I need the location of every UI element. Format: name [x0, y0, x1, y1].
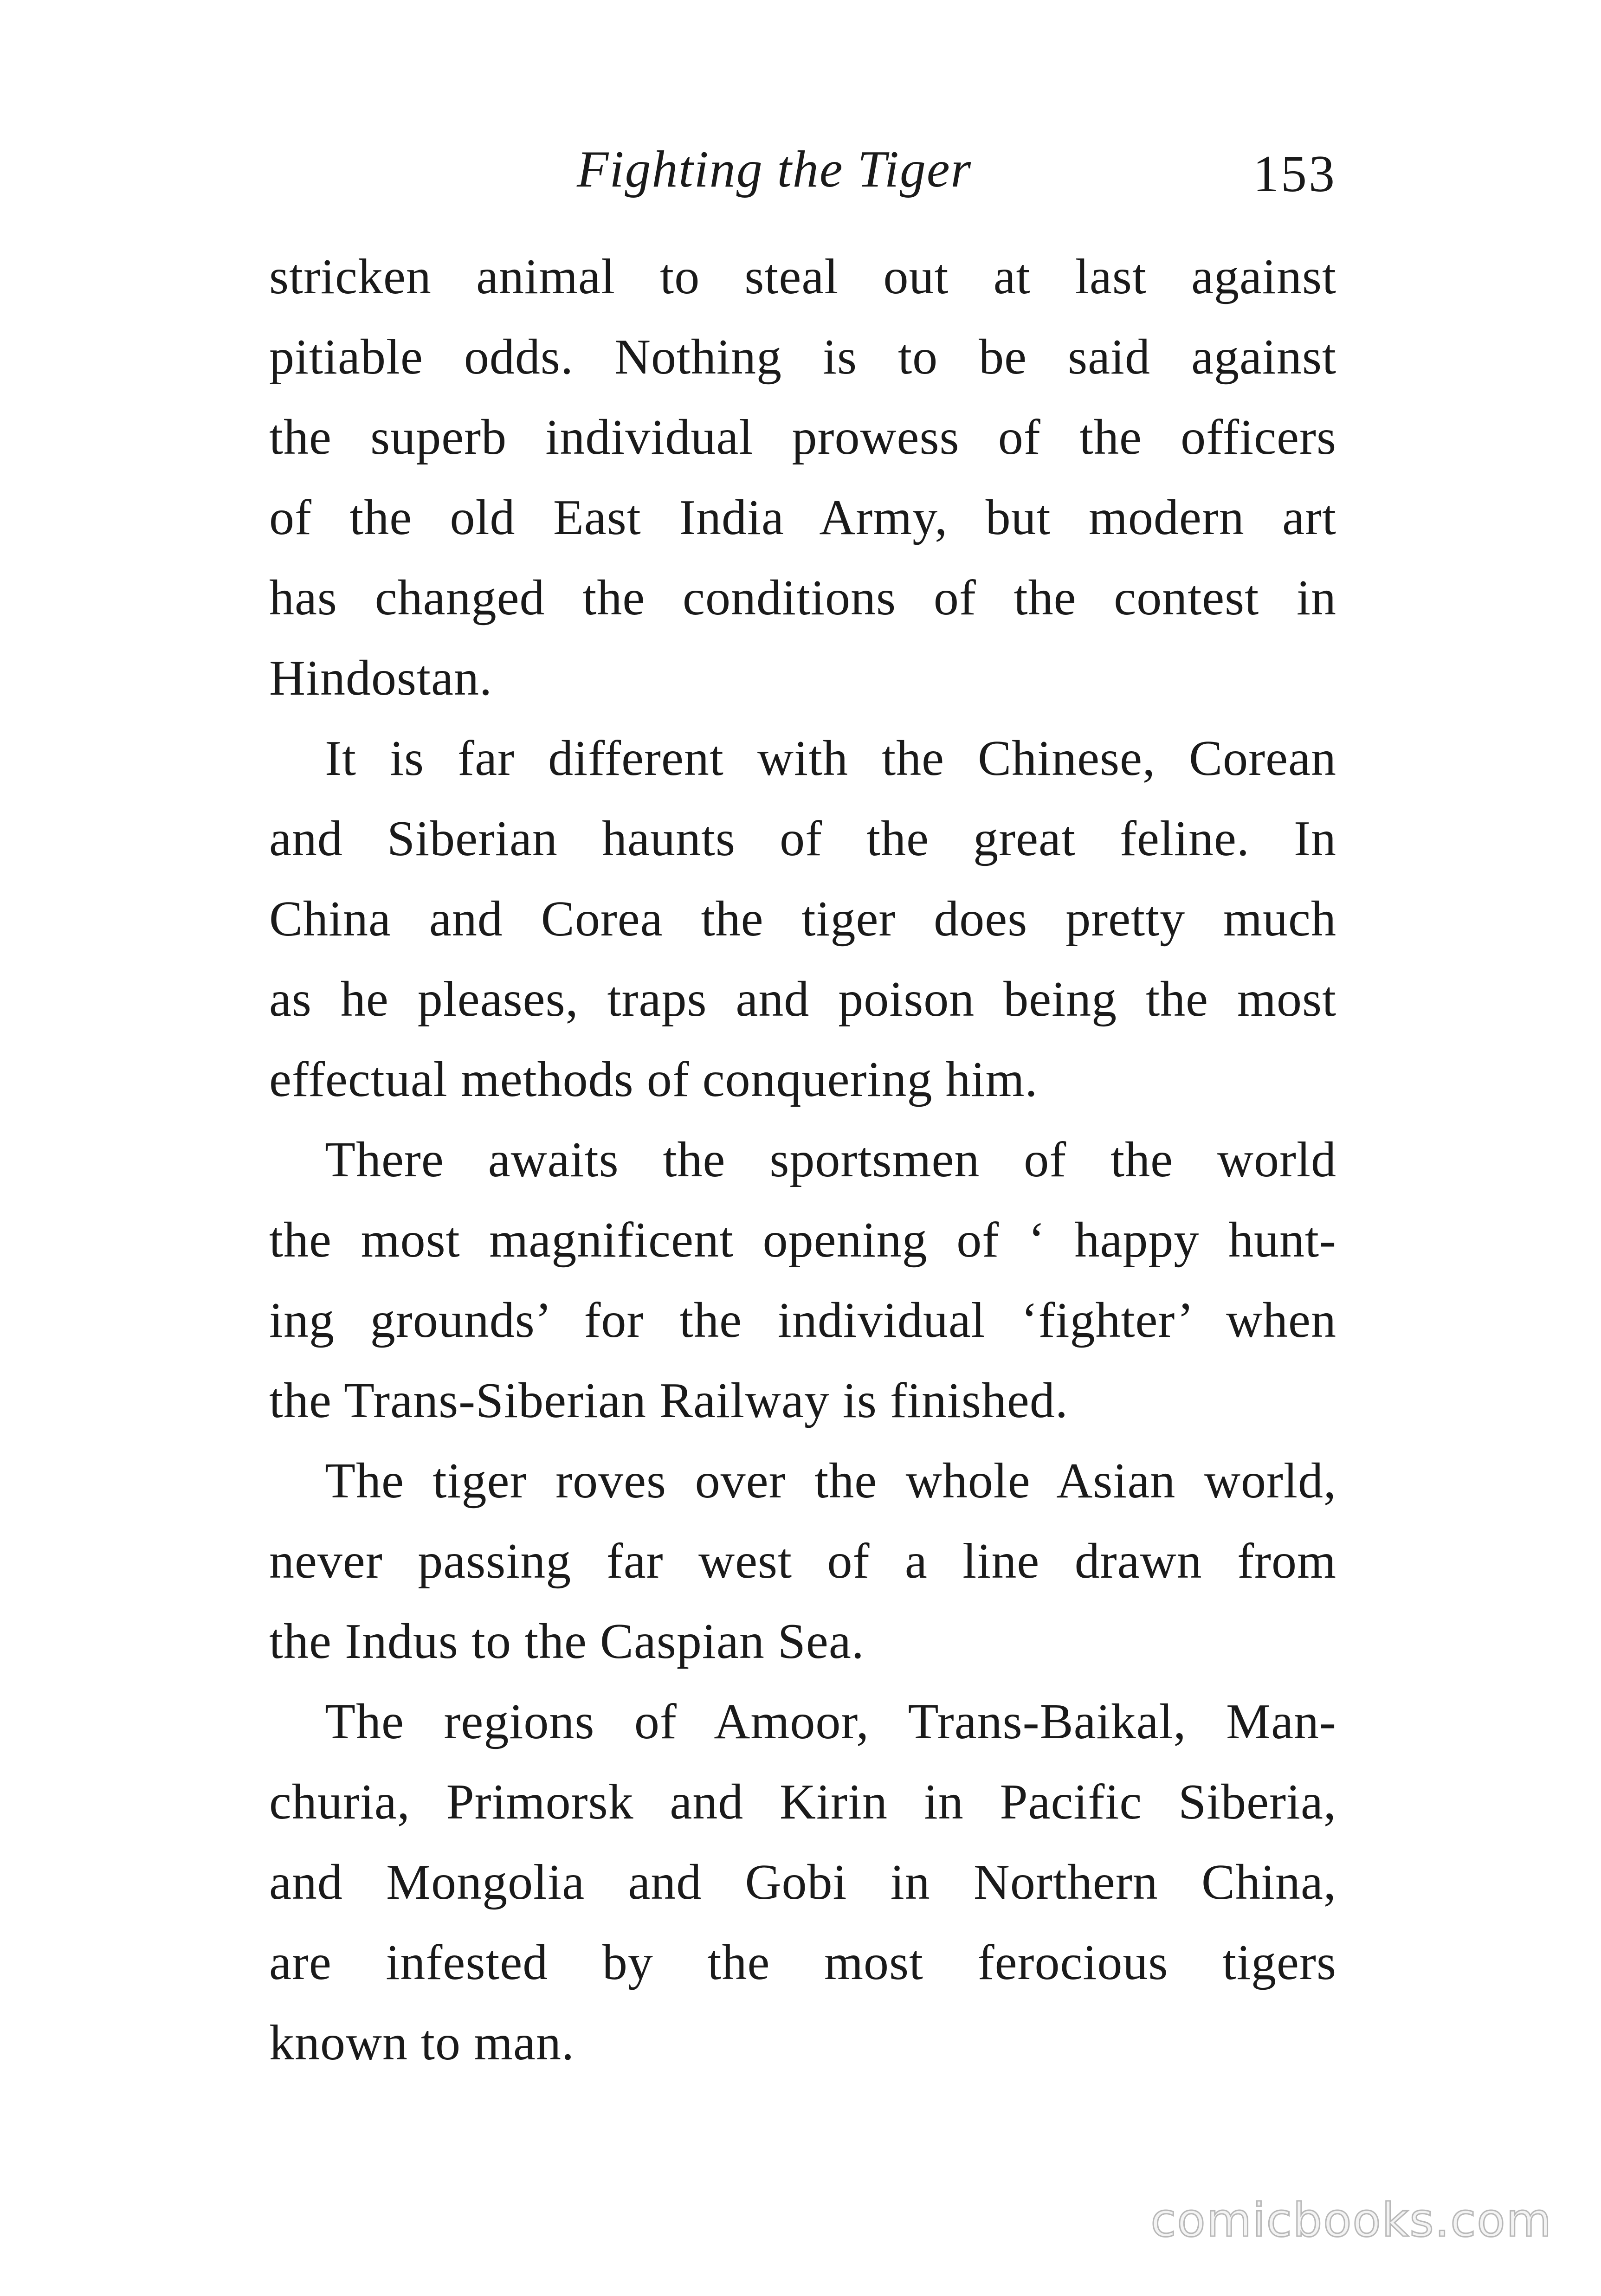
- text-line: China and Corea the tiger does pretty much: [269, 891, 1336, 947]
- text-line: of the old East India Army, but modern art: [269, 490, 1336, 545]
- running-title: Fighting the Tiger: [577, 141, 972, 198]
- text-line: has changed the conditions of the contest in: [269, 570, 1336, 626]
- text-line: Hindostan.: [269, 651, 492, 706]
- text-line: the superb individual prowess of the officers: [269, 410, 1336, 465]
- text-line: The regions of Amoor, Trans-Baikal, Man-: [325, 1694, 1336, 1749]
- text-line: ing grounds’ for the individual ‘fighter’ when: [269, 1293, 1336, 1348]
- body-text: [269, 237, 1336, 2083]
- text-line: as he pleases, traps and poison being the most: [269, 972, 1336, 1027]
- text-line: never passing far west of a line drawn from: [269, 1534, 1336, 1589]
- text-line: and Siberian haunts of the great feline. In: [269, 811, 1336, 866]
- running-header: [269, 135, 1336, 204]
- text-line: It is far different with the Chinese, Corean: [325, 731, 1336, 786]
- text-line: The tiger roves over the whole Asian world,: [325, 1453, 1336, 1509]
- text-line: There awaits the sportsmen of the world: [325, 1132, 1336, 1187]
- paragraph: [269, 1120, 1336, 1441]
- text-line: and Mongolia and Gobi in Northern China,: [269, 1855, 1336, 1910]
- text-line: the Indus to the Caspian Sea.: [269, 1614, 865, 1669]
- paragraph: [269, 1441, 1336, 1682]
- paragraph: [269, 1682, 1336, 2083]
- text-line: known to man.: [269, 2015, 575, 2070]
- text-line: churia, Primorsk and Kirin in Pacific Siberia,: [269, 1774, 1336, 1830]
- paragraph: [269, 718, 1336, 1120]
- text-line: the Trans-Siberian Railway is finished.: [269, 1373, 1068, 1428]
- text-line: the most magnificent opening of ‘ happy hunt-: [269, 1212, 1336, 1268]
- text-line: pitiable odds. Nothing is to be said against: [269, 329, 1336, 385]
- text-line: stricken animal to steal out at last against: [269, 249, 1336, 304]
- text-line: are infested by the most ferocious tigers: [269, 1935, 1336, 1990]
- page-number: 153: [1253, 145, 1336, 203]
- text-line: effectual methods of conquering him.: [269, 1052, 1038, 1107]
- paragraph: [269, 237, 1336, 718]
- site-watermark: comicbooks.com: [1150, 2193, 1552, 2247]
